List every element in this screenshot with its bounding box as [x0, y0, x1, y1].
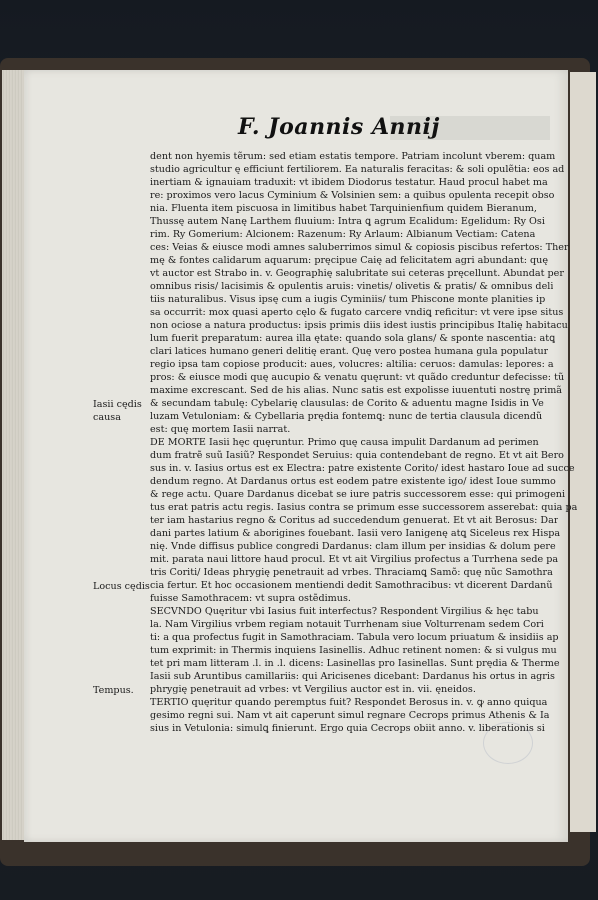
running-header: F. Joannis Annij — [238, 114, 440, 140]
text-line: mit. parata naui littore haud procul. Et vt ait Virgilius profectus a Turrhena sede pa — [150, 554, 559, 565]
text-line: dent non hyemis tẽrum: sed etiam estatis tempore. Patriam incolunt vberem: quam — [150, 151, 556, 162]
text-line: la. Nam Virgilius vrbem regiam notauit Turrhenam siue Volturrenam sedem Cori — [150, 619, 544, 630]
text-line: clari latices humano generi delitię erant. Quę vero postea humana gula populatur — [150, 346, 549, 357]
text-line: pros: & eiusce modi quę aucupio & venatu quęrunt: vt quãdo creduntur defecisse: tũ — [150, 372, 565, 383]
text-line: phrygię penetrauit ad vrbes: vt Vergilius auctor est in. vii. ęneidos. — [150, 684, 476, 695]
text-line: & rege actu. Quare Dardanus dicebat se iure patris successorem esse: qui primogeni — [150, 489, 566, 500]
text-line: vt auctor est Strabo in. v. Geographię salubritate sui ceteras pręcellunt. Abundat per — [150, 268, 564, 279]
text-line: sa occurrit: mox quasi aperto cęlo & fugato carcere vndiꝗ reficitur: vt vere ipse situs — [150, 307, 564, 318]
text-line: tum exprimit: in Thermis inquiens Iasinellis. Adhuc retinent nomen: & si vulgus mu — [150, 645, 557, 656]
text-line: studio agricultur ę efficiunt fertiliorem. Ea naturalis feracitas: & soli opulẽtia: eos ad — [150, 164, 565, 175]
text-line: & secundam tabulę: Cybelarię clausulas: de Corito & aduentu magne Isidis in Ve — [150, 398, 544, 409]
text-line: tiis naturalibus. Visus ipsę cum a iugis Cyminiis/ tum Phiscone monte planities ip — [150, 294, 546, 305]
margin-note: Locus cędis — [93, 581, 150, 592]
page-stack-edge — [2, 70, 24, 840]
text-line: nię. Vnde diffisus publice congredi Dardanus: clam illum per insidias & dolum pere — [150, 541, 556, 552]
text-line: dum fratrẽ suũ Iasiũ? Respondet Seruius: quia contendebant de regno. Et vt ait Bero — [150, 450, 564, 461]
text-line: non ociose a natura productus: ipsis primis diis idest iustis principibus Italię habitacu — [150, 320, 568, 331]
text-line: tus erat patris actu regis. Iasius contra se primum esse successorem asserebat: quia pa — [150, 502, 578, 513]
text-line: tris Coriti/ Ideas phrygię penetrauit ad vrbes. Thraciamꝗ Samõ: quę nũc Samothra — [150, 567, 553, 578]
text-line: TERTIO quęritur quando peremptus fuit? Respondet Berosus in. v. ꝙ anno quiqua — [150, 697, 548, 708]
text-line: nia. Fluenta item piscuosa in limitibus habet Tarquinienfium quidem Bieranum, — [150, 203, 537, 214]
text-line: dendum regno. At Dardanus ortus est eodem patre existente igo/ idest Ioue summo — [150, 476, 556, 487]
text-line: mę & fontes calidarum aquarum: pręcipue Caię ad felicitatem agri abundant: quę — [150, 255, 549, 266]
text-line: sus in. v. Iasius ortus est ex Electra: patre existente Corito/ idest hastaro Ioue ad succe — [150, 463, 575, 474]
text-line: dani partes latium & aborigines fouebant. Iasii vero Ianigenę atꝗ Siceleus rex Hispa — [150, 528, 561, 539]
text-line: Thussę autem Nanę Larthem fluuium: Intra ꝗ agrum Ecalidum: Egelidum: Ry Osi — [150, 216, 545, 227]
text-line: ces: Veias & eiusce modi amnes saluberrimos simul & copiosis piscibus refertos: Ther — [150, 242, 569, 253]
text-line: ti: a qua profectus fugit in Samothraciam. Tabula vero locum priuatum & insidiis ap — [150, 632, 559, 643]
text-line: lum fuerit preparatum: aurea illa ętate: quando sola glans/ & sponte nascentia: atꝗ — [150, 333, 556, 344]
text-line: rim. Ry Gomerium: Alcionem: Razenum: Ry Arlaum: Albianum Vectiam: Catena — [150, 229, 536, 240]
text-line: maxime excrescant. Sed de his alias. Nunc satis est expolisse iuuentuti nostrę primã — [150, 385, 563, 396]
text-line: Iasii sub Aruntibus camillariis: qui Aricisenes dicebant: Dardanus his ortus in agris — [150, 671, 555, 682]
text-line: est: quę mortem Iasii narrat. — [150, 424, 291, 435]
text-line: luzam Vetuloniam: & Cybellaria prędia fontemꝗ: nunc de tertia clausula dicendũ — [150, 411, 543, 422]
text-line: DE MORTE Iasii hęc quęruntur. Primo quę causa impulit Dardanum ad perimen — [150, 437, 539, 448]
text-line: regio ipsa tam copiose producit: aues, volucres: altilia: ceruos: damulas: lepores: a — [150, 359, 554, 370]
text-line: gesimo regni sui. Nam vt ait caperunt simul regnare Cecrops primus Athenis & Ia — [150, 710, 550, 721]
margin-note: Iasii cędis causa — [93, 399, 142, 423]
text-line: fuisse Samothracem: vt supra ostẽdimus. — [150, 593, 351, 604]
text-line: tet pri mam litteram .l. in .l. dicens: Lasinellas pro Iasinellas. Sunt prędia & Therme — [150, 658, 560, 669]
facing-page-edge — [570, 72, 596, 832]
margin-note: Tempus. — [93, 685, 134, 696]
text-line: re: proximos vero lacus Cyminium & Volsinien sem: a quibus opulenta recepit obso — [150, 190, 555, 201]
text-line: inertiam & ignauiam traduxit: vt ibidem Diodorus testatur. Haud procul habet ma — [150, 177, 548, 188]
text-line: SECVNDO Quęritur vbi Iasius fuit interfectus? Respondent Virgilius & hęc tabu — [150, 606, 539, 617]
text-line: omnibus risis/ lacisimis & opulentis aruis: vinetis/ olivetis & pratis/ & omnibus deli — [150, 281, 554, 292]
text-line: ter iam hastarius regno & Coritus ad succedendum genuerat. Et vt ait Berosus: Dar — [150, 515, 559, 526]
text-line: cia fertur. Et hoc occasionem mentiendi dedit Samothracibus: vt dicerent Dardanũ — [150, 580, 553, 591]
library-stamp — [483, 722, 533, 764]
text-line: sius in Vetulonia: simulꝗ finierunt. Ergo quia Cecrops obiit anno. v. liberationis si — [150, 723, 545, 734]
